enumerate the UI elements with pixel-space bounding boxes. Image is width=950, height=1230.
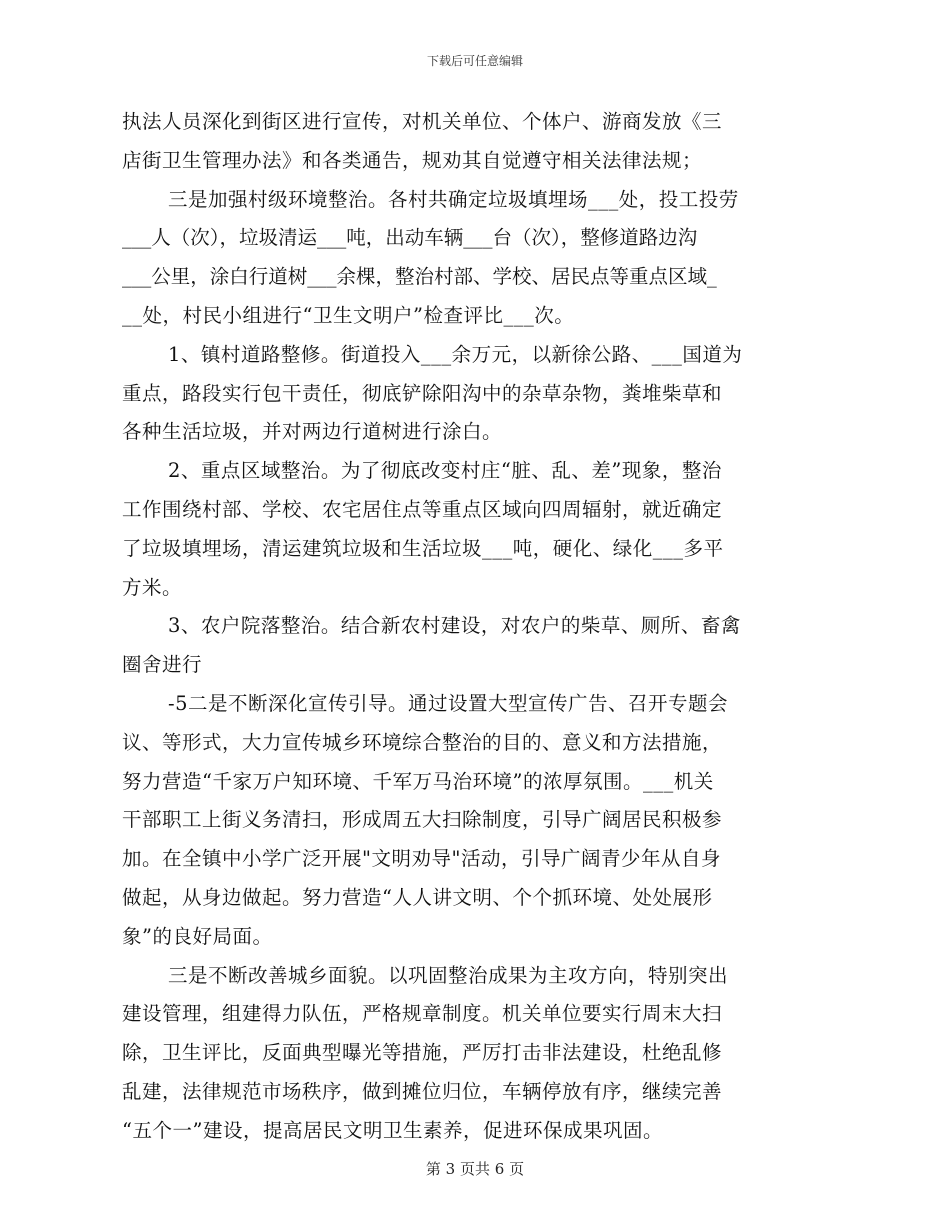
text-line: 乱建，法律规范市场秩序，做到摊位归位，车辆停放有序，继续完善 <box>122 1079 723 1103</box>
text-line: 加。在全镇中小学广泛开展"文明劝导"活动，引导广阔青少年从自身 <box>122 847 721 871</box>
text-line: “五个一”建设，提高居民文明卫生素养，促进环保成果巩固。 <box>122 1118 663 1142</box>
text-line: 工作围绕村部、学校、农宅居住点等重点区域向四周辐射，就近确定 <box>122 497 723 521</box>
text-line: 执法人员深化到街区进行宣传，对机关单位、个体户、游商发放《三 <box>122 110 723 133</box>
text-line: 店街卫生管理办法》和各类通告，规劝其自觉遵守相关法律法规； <box>122 148 703 172</box>
text-line: 干部职工上街义务清扫，形成周五大扫除制度，引导广阔居民积极参 <box>122 808 723 832</box>
text-line: 努力营造“千家万户知环境、千军万马治环境”的浓厚氛围。___机关 <box>122 769 714 793</box>
text-line: 建设管理，组建得力队伍，严格规章制度。机关单位要实行周末大扫 <box>122 1002 723 1026</box>
text-line: 圈舍进行 <box>122 653 203 677</box>
text-line: 三是不断改善城乡面貌。以巩固整治成果为主攻方向，特别突出 <box>168 963 729 987</box>
text-line: 了垃圾填埋场，清运建筑垃圾和生活垃圾___吨，硬化、绿化___多平 <box>122 536 724 560</box>
text-line: 各种生活垃圾，并对两边行道树进行涂白。 <box>122 420 503 444</box>
text-line: 3、农户院落整治。结合新农村建设，对农户的柴草、厕所、畜禽 <box>168 614 741 638</box>
text-line: 2、重点区域整治。为了彻底改变村庄“脏、乱、差”现象，整治 <box>168 459 722 483</box>
text-line: 三是加强村级环境整治。各村共确定垃圾填埋场___处，投工投劳 <box>168 187 739 211</box>
text-line: 做起，从身边做起。努力营造“人人讲文明、个个抓环境、处处展形 <box>122 885 713 909</box>
text-line: 象”的良好局面。 <box>122 924 273 948</box>
text-line: -5二是不断深化宣传引导。通过设置大型宣传广告、召开专题会 <box>168 691 728 715</box>
document-body <box>122 103 824 1151</box>
text-line: 议、等形式，大力宣传城乡环境综合整治的目的、意义和方法措施， <box>122 730 723 754</box>
text-line: 1、镇村道路整修。街道投入___余万元，以新徐公路、___国道为 <box>168 342 743 366</box>
page-footer: 第 3 页共 6 页 <box>425 1160 525 1178</box>
page-header: 下载后可任意编辑 <box>426 54 523 68</box>
text-line: ___人（次），垃圾清运___吨，出动车辆___台（次），整修道路边沟 <box>122 226 698 250</box>
text-line: 除，卫生评比，反面典型曝光等措施，严厉打击非法建设，杜绝乱修 <box>122 1041 723 1065</box>
text-line: 方米。 <box>122 575 183 599</box>
text-line: 重点，路段实行包干责任，彻底铲除阳沟中的杂草杂物，粪堆柴草和 <box>122 381 723 405</box>
text-line: ___公里，涂白行道树___余棵，整治村部、学校、居民点等重点区域_ <box>122 265 717 289</box>
text-line: __处，村民小组进行“卫生文明户”检查评比___次。 <box>122 303 575 327</box>
